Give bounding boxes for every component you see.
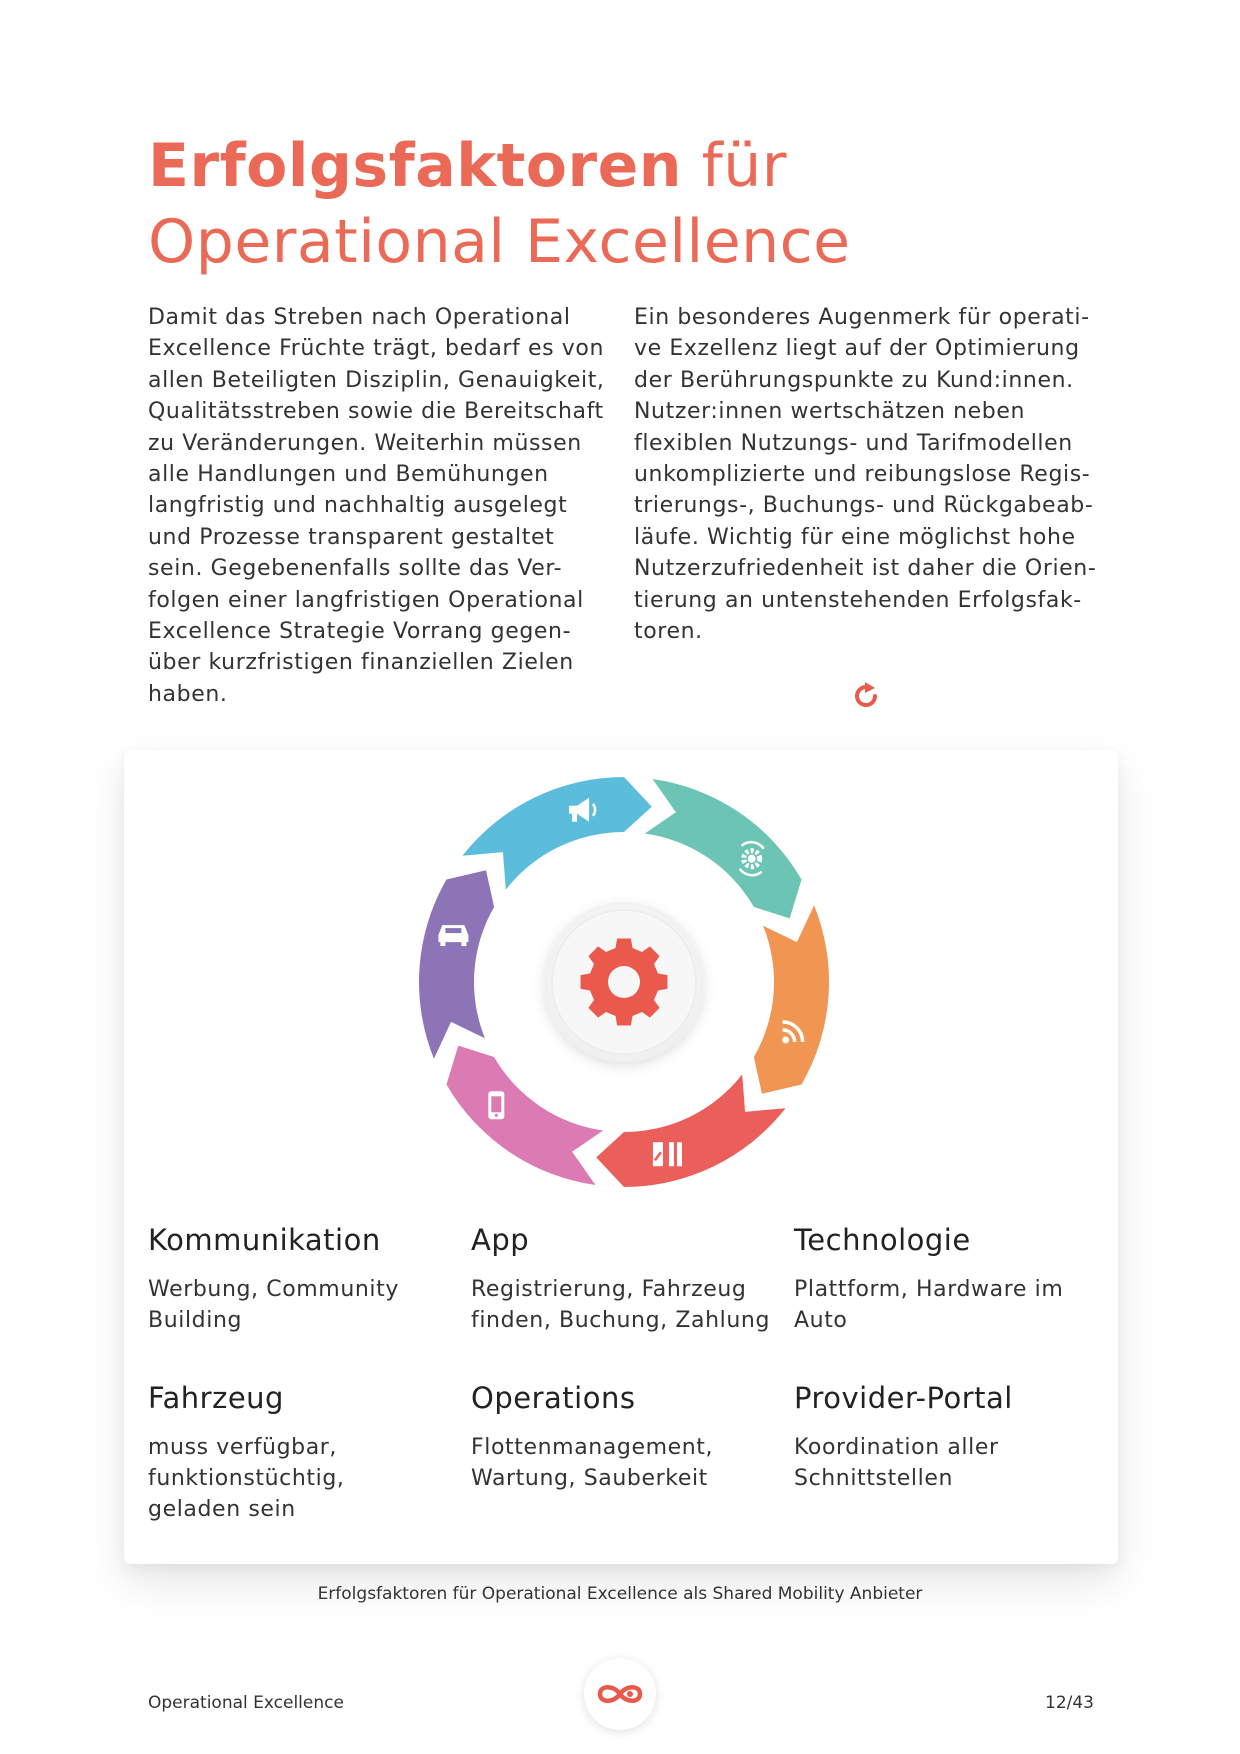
- factor-description-line: Registrierung, Fahrzeug: [471, 1277, 747, 1302]
- intro-left-column: [148, 302, 618, 710]
- intro-right-line: flexiblen Nutzungs- und Tarifmodellen: [634, 430, 1073, 456]
- intro-left-line: zu Veränderungen. Weiterhin müssen: [148, 430, 582, 456]
- factor-description-line: Building: [148, 1308, 243, 1333]
- intro-right-line: läufe. Wichtig für eine möglichst hohe: [634, 524, 1076, 550]
- factor-description: [794, 1274, 1094, 1336]
- intro-right-line: Ein besonderes Augenmerk für operati-: [634, 305, 1090, 330]
- intro-left-line: sein. Gegebenenfalls sollte das Ver-: [148, 556, 563, 582]
- factor-description-line: Plattform, Hardware im: [794, 1277, 1064, 1302]
- intro-right-column: [634, 302, 1104, 647]
- factor-description: [471, 1274, 794, 1336]
- factor-item: [794, 1378, 1094, 1525]
- intro-left-line: folgen einer langfristigen Operational: [148, 587, 584, 613]
- intro-left-line: Excellence Strategie Vorrang gegen-: [148, 619, 572, 645]
- intro-left-line: haben.: [148, 681, 228, 707]
- wheel-segment: [462, 777, 651, 890]
- factor-description-line: finden, Buchung, Zahlung: [471, 1308, 771, 1333]
- intro-left-line: Damit das Streben nach Operational: [148, 305, 571, 330]
- wheel-segment: [446, 1046, 603, 1185]
- factor-item: [471, 1378, 794, 1525]
- refresh-icon: [850, 680, 882, 712]
- factor-item: [148, 1220, 471, 1336]
- factor-description-line: Wartung, Sauberkeit: [471, 1466, 708, 1491]
- factor-description: [471, 1432, 794, 1494]
- intro-left-line: alle Handlungen und Bemühungen: [148, 462, 549, 488]
- factor-description-line: geladen sein: [148, 1497, 296, 1522]
- factor-title: Fahrzeug: [148, 1381, 284, 1415]
- factor-grid: [148, 1220, 1108, 1525]
- factor-description-line: Werbung, Community: [148, 1277, 399, 1302]
- wheel-segment: [419, 870, 494, 1058]
- intro-right-line: trierungs-, Buchungs- und Rückgabeab-: [634, 493, 1094, 519]
- page-title: [148, 128, 1148, 280]
- factor-item: [148, 1378, 471, 1525]
- smartphone-icon: [488, 1091, 504, 1119]
- factor-title: Provider-Portal: [794, 1381, 1013, 1415]
- factor-title: Operations: [471, 1381, 636, 1415]
- wheel-segment: [596, 1074, 785, 1187]
- page-title-bold: Erfolgsfaktoren: [148, 131, 683, 201]
- factor-title: Technologie: [794, 1223, 971, 1257]
- intro-left-line: und Prozesse transparent gestaltet: [148, 524, 555, 550]
- page-number: 12/43: [1045, 1693, 1094, 1713]
- intro-right-line: unkomplizierte und reibungslose Regis-: [634, 462, 1091, 488]
- factor-description-line: muss verfügbar,: [148, 1435, 338, 1460]
- intro-left-line: über kurzfristigen finanziellen Zielen: [148, 650, 574, 676]
- intro-left-line: allen Beteiligten Disziplin, Genauigkeit,: [148, 367, 605, 393]
- infinity-logo-icon: [584, 1658, 656, 1730]
- factor-description-line: Flottenmanagement,: [471, 1435, 714, 1460]
- factor-description-line: Schnittstellen: [794, 1466, 954, 1491]
- intro-right-line: Nutzer:innen wertschätzen neben: [634, 399, 1025, 425]
- wheel-segment: [645, 779, 802, 918]
- page-title-line2: Operational Excellence: [148, 207, 851, 277]
- intro-right-line: ve Exzellenz liegt auf der Optimierung: [634, 336, 1080, 362]
- intro-right-line: der Berührungspunkte zu Kund:innen.: [634, 367, 1074, 393]
- factor-description: [148, 1432, 471, 1525]
- factor-title: App: [471, 1223, 530, 1257]
- factor-item: [794, 1220, 1094, 1336]
- intro-left-line: Excellence Früchte trägt, bedarf es von: [148, 336, 604, 362]
- page-title-rest: für: [682, 131, 787, 201]
- factor-description: [148, 1274, 471, 1336]
- factor-description-line: funktionstüchtig,: [148, 1466, 345, 1491]
- intro-right-line: tierung an untenstehenden Erfolgsfak-: [634, 587, 1082, 613]
- intro-left-line: Qualitätsstreben sowie die Bereitschaft: [148, 399, 604, 425]
- center-gear-icon: [581, 939, 668, 1026]
- footer-section-title: Operational Excellence: [148, 1693, 344, 1713]
- factor-description-line: Auto: [794, 1308, 848, 1333]
- factor-description-line: Koordination aller: [794, 1435, 999, 1460]
- figure-caption: Erfolgsfaktoren für Operational Excellence als Shared Mobility Anbieter: [317, 1584, 923, 1604]
- intro-right-line: Nutzerzufriedenheit ist daher die Orien-: [634, 556, 1097, 582]
- factor-description: [794, 1432, 1094, 1494]
- intro-left-line: langfristig und nachhaltig ausgelegt: [148, 493, 568, 519]
- intro-right-line: toren.: [634, 619, 703, 645]
- factor-item: [471, 1220, 794, 1336]
- factor-title: Kommunikation: [148, 1223, 381, 1257]
- wheel-segment: [754, 905, 829, 1093]
- success-factors-card: [124, 750, 1118, 1564]
- success-factors-wheel: [414, 772, 834, 1192]
